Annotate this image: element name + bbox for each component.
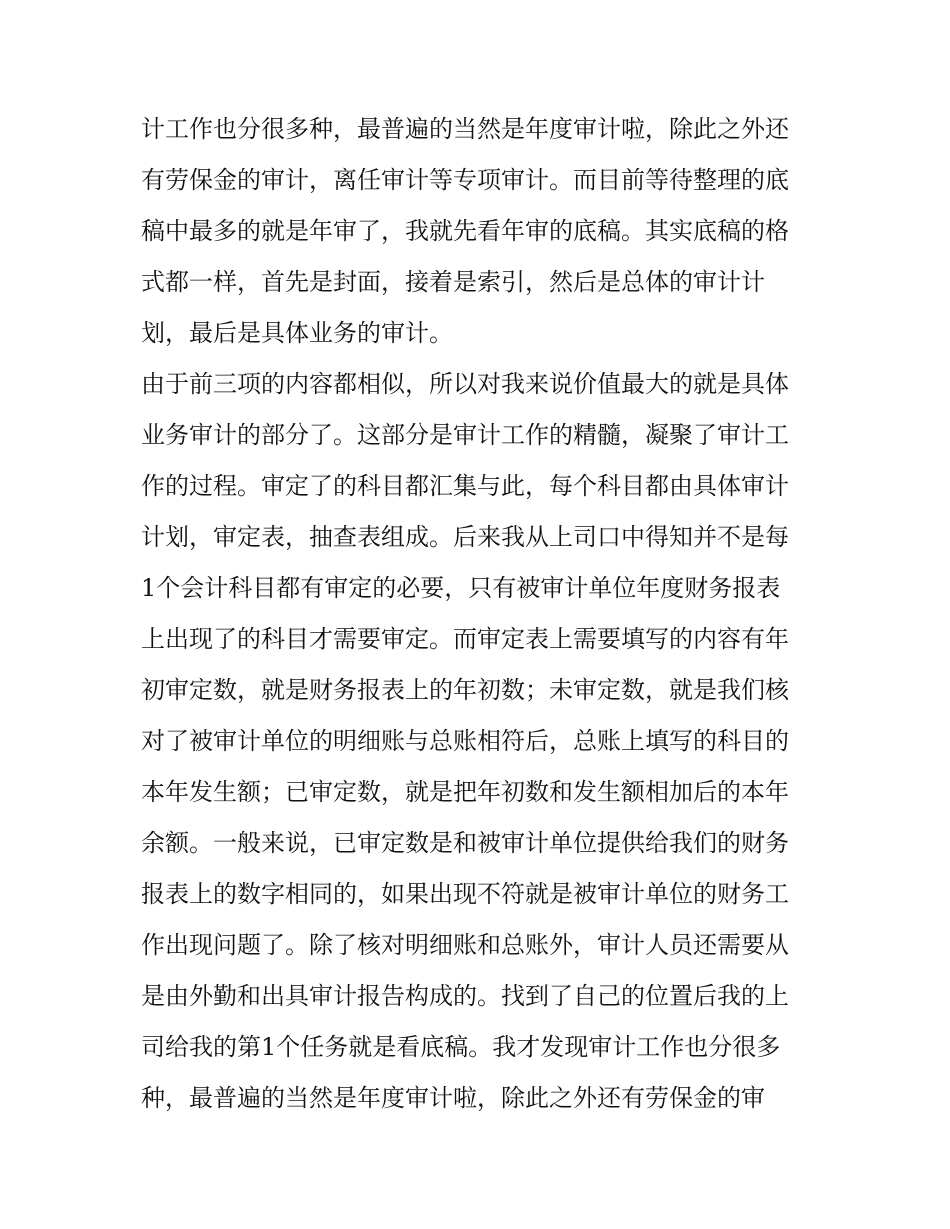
text-line: 有劳保金的审计，离任审计等专项审计。而目前等待整理的底	[141, 166, 789, 194]
text-line: 上出现了的科目才需要审定。而审定表上需要填写的内容有年	[141, 625, 789, 653]
body-text	[141, 104, 821, 1124]
text-line: 司给我的第1个任务就是看底稿。我才发现审计工作也分很多	[141, 1033, 781, 1061]
text-line: 由于前三项的内容都相似，所以对我来说价值最大的就是具体	[141, 370, 789, 398]
text-line: 作出现问题了。除了核对明细账和总账外，审计人员还需要从	[141, 931, 789, 959]
text-line: 本年发生额；已审定数，就是把年初数和发生额相加后的本年	[141, 778, 789, 806]
text-line: 业务审计的部分了。这部分是审计工作的精髓，凝聚了审计工	[141, 421, 789, 449]
text-line: 初审定数，就是财务报表上的年初数；未审定数，就是我们核	[141, 676, 789, 704]
text-line: 是由外勤和出具审计报告构成的。找到了自己的位置后我的上	[141, 982, 789, 1010]
text-line: 计工作也分很多种，最普遍的当然是年度审计啦，除此之外还	[141, 115, 789, 143]
text-line: 式都一样，首先是封面，接着是索引，然后是总体的审计计	[141, 268, 765, 296]
text-line: 稿中最多的就是年审了，我就先看年审的底稿。其实底稿的格	[141, 217, 789, 245]
text-line: 余额。一般来说，已审定数是和被审计单位提供给我们的财务	[141, 829, 789, 857]
text-line: 1个会计科目都有审定的必要，只有被审计单位年度财务报表	[141, 574, 781, 602]
text-line: 种，最普遍的当然是年度审计啦，除此之外还有劳保金的审	[141, 1084, 765, 1112]
text-line: 报表上的数字相同的，如果出现不符就是被审计单位的财务工	[141, 880, 789, 908]
text-line: 计划，审定表，抽查表组成。后来我从上司口中得知并不是每	[141, 523, 789, 551]
text-line: 作的过程。审定了的科目都汇集与此，每个科目都由具体审计	[141, 472, 789, 500]
text-line: 对了被审计单位的明细账与总账相符后，总账上填写的科目的	[141, 727, 789, 755]
text-line: 划，最后是具体业务的审计。	[141, 319, 453, 347]
